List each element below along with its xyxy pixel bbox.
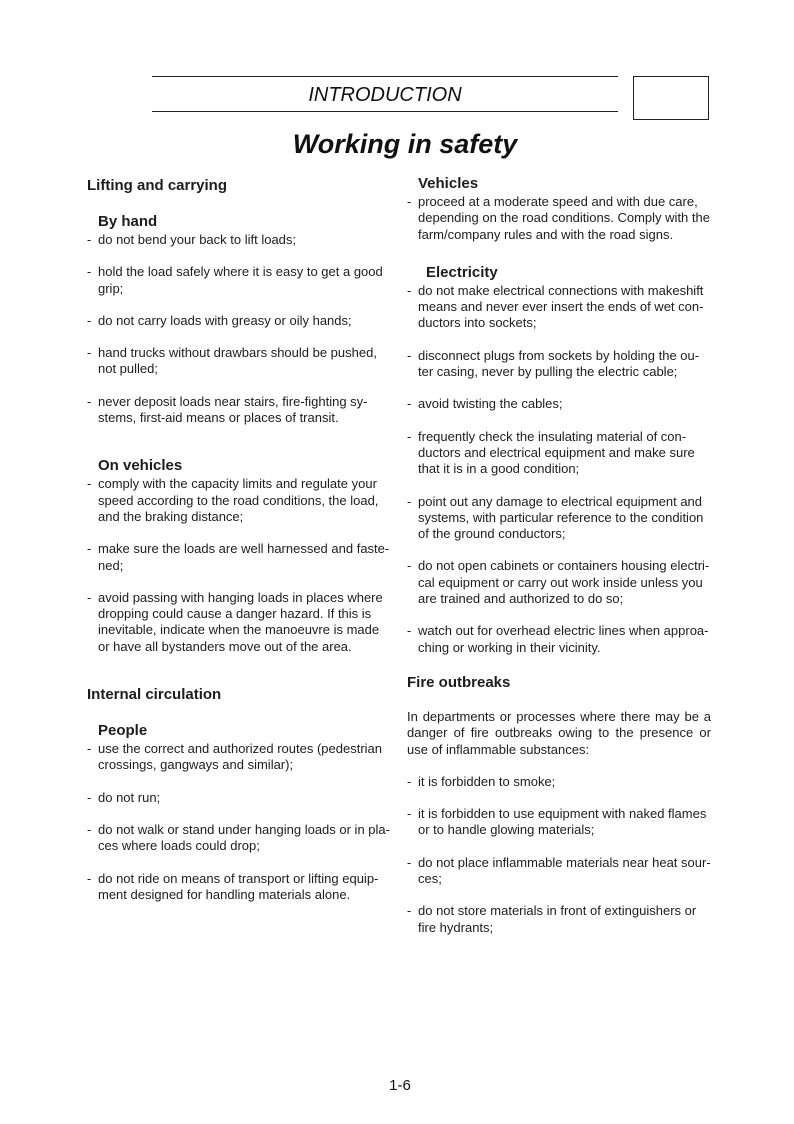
by-hand-heading: By hand bbox=[98, 213, 158, 230]
on-vehicles-list bbox=[87, 476, 391, 655]
section-header bbox=[152, 76, 618, 112]
internal-circulation-heading: Internal circulation bbox=[87, 686, 222, 704]
list-item: - do not ride on means of transport or lifting equip-ment designed for handling materials alone. bbox=[87, 871, 391, 904]
list-item: - do not make electrical connections with makeshift means and never ever insert the ends of wet con-ductors into sockets; bbox=[407, 283, 711, 332]
list-item: - do not carry loads with greasy or oily hands; bbox=[87, 313, 391, 329]
right-column bbox=[407, 174, 711, 936]
page-title: Working in safety bbox=[292, 129, 518, 159]
vehicles-list bbox=[407, 194, 711, 243]
list-item: - watch out for overhead electric lines when approa-ching or working in their vicinity. bbox=[407, 623, 711, 656]
vehicles-heading: Vehicles bbox=[418, 175, 479, 192]
list-item: - hand trucks without drawbars should be pushed, not pulled; bbox=[87, 345, 391, 378]
on-vehicles-heading: On vehicles bbox=[98, 457, 183, 475]
list-item: - point out any damage to electrical equipment and systems, with particular reference to the condition of the ground conductors; bbox=[407, 494, 711, 543]
by-hand-list bbox=[87, 232, 391, 426]
electricity-list bbox=[407, 283, 711, 656]
fire-outbreaks-heading: Fire outbreaks bbox=[407, 673, 511, 691]
list-item: - do not bend your back to lift loads; bbox=[87, 232, 391, 248]
list-item: - disconnect plugs from sockets by holding the ou-ter casing, never by pulling the electric cable; bbox=[407, 348, 711, 381]
electricity-heading: Electricity bbox=[426, 263, 498, 281]
fire-intro-paragraph: In departments or processes where there may be a danger of fire outbreaks owing to the presence or use of inflammable substances: bbox=[407, 708, 711, 757]
section-title: INTRODUCTION bbox=[308, 84, 462, 106]
list-item: - it is forbidden to use equipment with naked flames or to handle glowing materials; bbox=[407, 806, 711, 839]
list-item: - make sure the loads are well harnessed and faste-ned; bbox=[87, 541, 391, 574]
list-item: - proceed at a moderate speed and with due care, depending on the road conditions. Comply with the farm/company rules and with the road signs. bbox=[407, 194, 711, 243]
list-item: - comply with the capacity limits and regulate your speed according to the road conditions, the load, and the braking distance; bbox=[87, 476, 391, 525]
list-item: - do not open cabinets or containers housing electri-cal equipment or carry out work inside unless you are trained and authorized to do so; bbox=[407, 558, 711, 607]
list-item: - do not run; bbox=[87, 790, 391, 806]
list-item: - avoid twisting the cables; bbox=[407, 396, 711, 412]
list-item: - never deposit loads near stairs, fire-fighting sy-stems, first-aid means or places of transit. bbox=[87, 394, 391, 427]
lifting-heading: Lifting and carrying bbox=[87, 177, 228, 194]
people-heading: People bbox=[98, 722, 148, 740]
list-item: - do not place inflammable materials near heat sour-ces; bbox=[407, 855, 711, 888]
list-item: - use the correct and authorized routes (pedestrian crossings, gangways and similar); bbox=[87, 741, 391, 774]
people-list bbox=[87, 741, 391, 903]
list-item: - do not store materials in front of extinguishers or fire hydrants; bbox=[407, 903, 711, 936]
list-item: - avoid passing with hanging loads in places where dropping could cause a danger hazard. If this is inevitable, indicate when the manoeuvre is made or have all bystanders move out of the area. bbox=[87, 590, 391, 655]
list-item: - do not walk or stand under hanging loads or in pla-ces where loads could drop; bbox=[87, 822, 391, 855]
fire-list bbox=[407, 774, 711, 936]
list-item: - it is forbidden to smoke; bbox=[407, 774, 711, 790]
left-column bbox=[87, 176, 391, 903]
list-item: - frequently check the insulating material of con-ductors and electrical equipment and make sure that it is in a good condition; bbox=[407, 429, 711, 478]
page-number: 1-6 bbox=[389, 1077, 411, 1094]
list-item: - hold the load safely where it is easy to get a good grip; bbox=[87, 264, 391, 297]
chapter-tab-box bbox=[633, 76, 709, 120]
